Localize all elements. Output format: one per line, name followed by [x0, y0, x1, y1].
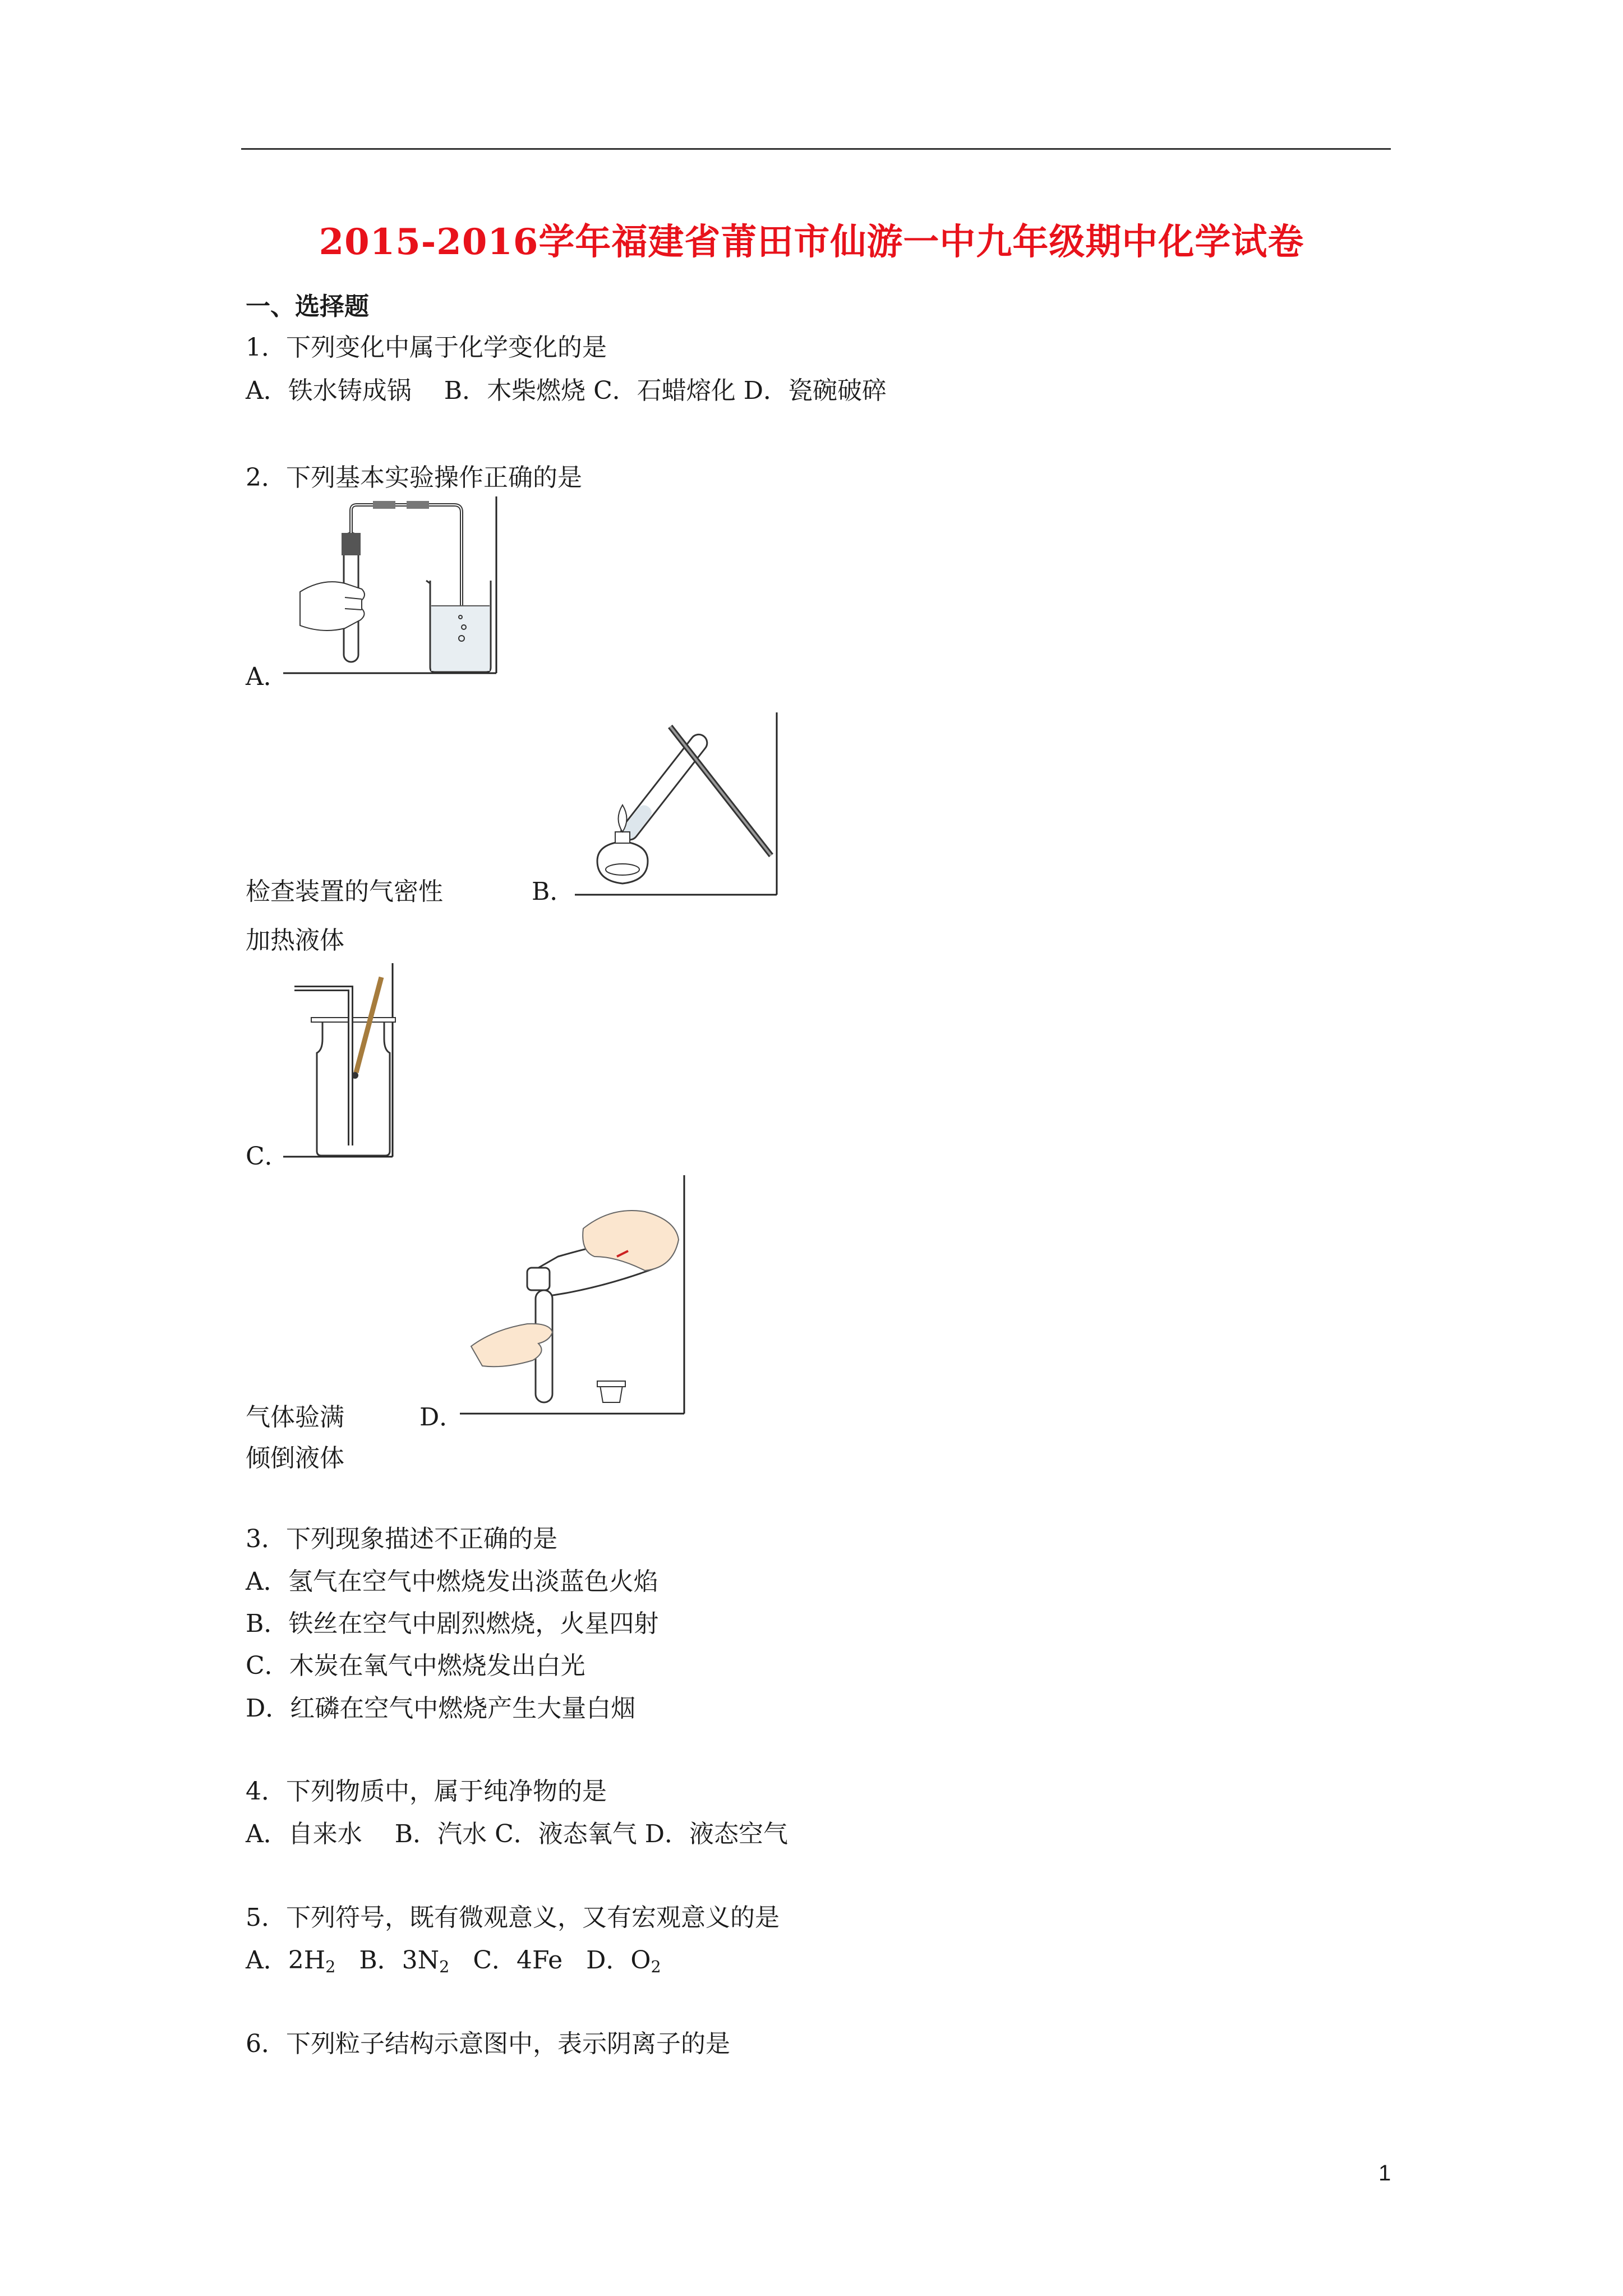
q5-option-d: D．$O_2$ [586, 1946, 661, 1977]
header-rule [241, 148, 1391, 150]
figure-gas-full-check [283, 960, 407, 1162]
option-c-caption: 气体验满 [246, 1403, 344, 1432]
question-5-options [246, 1948, 661, 1975]
figure-airtightness-check [283, 494, 508, 679]
option-d-letter: D． [419, 1403, 464, 1432]
question-3-option-d: D．红磷在空气中燃烧产生大量白烟 [246, 1694, 636, 1723]
question-3-stem: 3．下列现象描述不正确的是 [246, 1525, 557, 1553]
option-d-caption: 倾倒液体 [246, 1444, 344, 1473]
option-c-letter: C． [246, 1142, 289, 1171]
q5-option-c: C．4Fe [473, 1946, 563, 1975]
option-a-caption: 检查装置的气密性 [246, 877, 443, 906]
q5-option-b: B．$3N_2$ [359, 1946, 450, 1977]
page-title: 2015-2016学年福建省莆田市仙游一中九年级期中化学试卷 [319, 221, 1304, 263]
question-2-stem: 2．下列基本实验操作正确的是 [246, 463, 582, 492]
q5-option-a: A．$2H_2$ [246, 1946, 336, 1977]
question-6-stem: 6．下列粒子结构示意图中，表示阴离子的是 [246, 2030, 730, 2058]
question-3-option-a: A．氢气在空气中燃烧发出淡蓝色火焰 [246, 1567, 658, 1596]
option-a-letter: A． [246, 662, 288, 691]
question-4-stem: 4．下列物质中，属于纯净物的是 [246, 1777, 607, 1806]
question-1-stem: 1．下列变化中属于化学变化的是 [246, 333, 607, 362]
question-3-option-c: C．木炭在氧气中燃烧发出白光 [246, 1651, 585, 1680]
page-number: 1 [1378, 2161, 1391, 2185]
question-3-option-b: B．铁丝在空气中剧烈燃烧，火星四射 [246, 1609, 659, 1638]
section-heading: 一、选择题 [246, 292, 369, 321]
question-1-options: A．铁水铸成锅 B．木柴燃烧 C．石蜡熔化 D．瓷碗破碎 [246, 376, 887, 405]
question-4-options: A．自来水 B．汽水 C．液态氧气 D．液态空气 [246, 1820, 789, 1848]
figure-pouring-liquid [460, 1172, 695, 1419]
question-5-stem: 5．下列符号，既有微观意义，又有宏观意义的是 [246, 1903, 780, 1932]
option-b-letter: B． [532, 877, 575, 906]
option-b-caption: 加热液体 [246, 926, 344, 955]
figure-heating-liquid [575, 710, 782, 900]
